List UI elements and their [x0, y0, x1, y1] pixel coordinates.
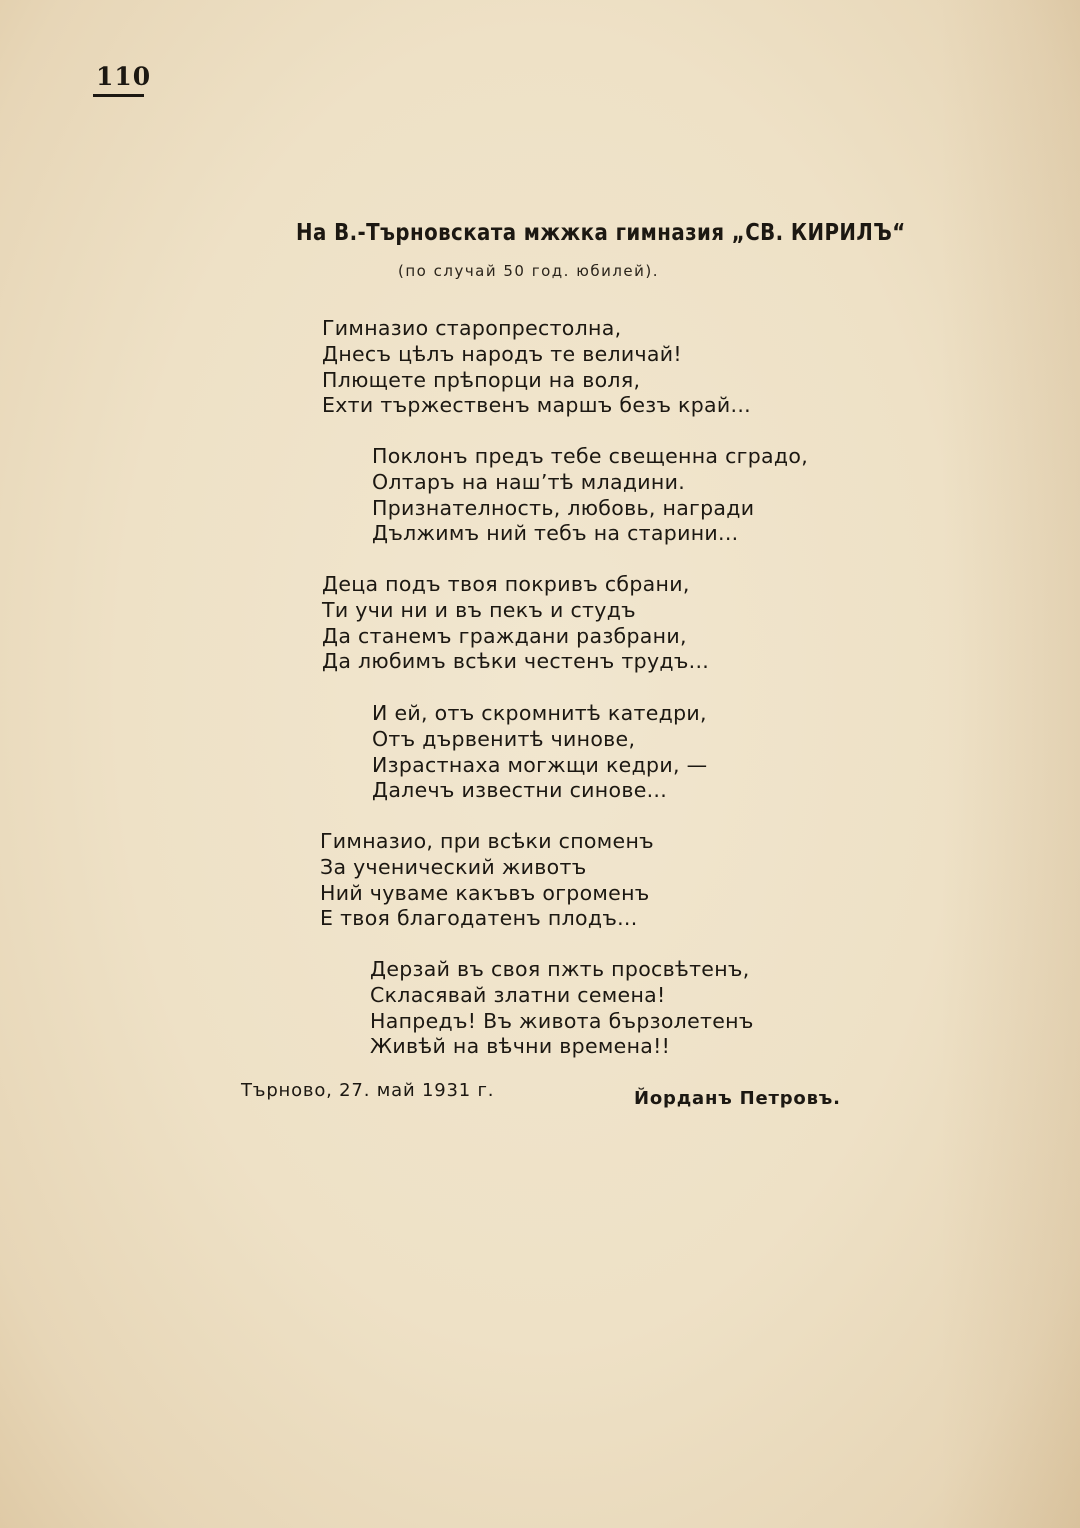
verse-line: Гимназио, при всѣки споменъ [320, 829, 654, 853]
verse-line: Деца подъ твоя покривъ сбрани, [322, 572, 690, 596]
verse-line: Скласявай златни семена! [370, 982, 666, 1007]
verse-line: Живѣй на вѣчни времена!! [370, 1034, 671, 1059]
poem-title: На В.-Търновската мжжка гимназия „СВ. КИРИЛЪ“ [296, 220, 906, 246]
verse-line: Израстнаха могжщи кедри, — [372, 752, 708, 777]
stanza-3 [322, 572, 709, 675]
place-date: Търново, 27. май 1931 г. [241, 1080, 495, 1101]
verse-line: Напредъ! Въ живота бързолетенъ [370, 1008, 754, 1033]
stanza-2 [372, 444, 808, 547]
verse-line: Дерзай въ своя пжть просвѣтенъ, [370, 957, 750, 981]
verse-line: Олтаръ на наш’тѣ младини. [372, 469, 686, 494]
verse-line: Е твоя благодатенъ плодъ... [320, 906, 638, 931]
verse-line: За ученический животъ [320, 854, 587, 879]
page-number-underline [93, 94, 144, 97]
page-number: 110 [96, 62, 152, 91]
verse-line: Плющете прѣпорци на воля, [322, 367, 641, 392]
verse-line: Дължимъ ний тебъ на старини... [372, 521, 739, 546]
stanza-4 [372, 701, 707, 804]
stanza-1 [322, 316, 751, 419]
verse-line: И ей, отъ скромнитѣ катедри, [372, 701, 707, 725]
verse-line: Ехти тържественъ маршъ безъ край... [322, 393, 751, 418]
author-signature: Йорданъ Петровъ. [634, 1088, 841, 1109]
verse-line: Ний чуваме какъвъ огроменъ [320, 880, 650, 905]
verse-line: Днесъ цѣлъ народъ те величай! [322, 341, 682, 366]
verse-line: Признателность, любовь, награди [372, 495, 755, 520]
verse-line: Да станемъ граждани разбрани, [322, 623, 687, 648]
stanza-5 [320, 829, 654, 932]
verse-line: Гимназио старопрестолна, [322, 316, 622, 340]
verse-line: Отъ дървенитѣ чинове, [372, 726, 636, 751]
verse-line: Ти учи ни и въ пекъ и студъ [322, 597, 636, 622]
verse-line: Поклонъ предъ тебе свещенна сградо, [372, 444, 809, 468]
poem-subtitle: (по случай 50 год. юбилей). [398, 262, 660, 280]
stanza-6 [370, 957, 754, 1060]
verse-line: Да любимъ всѣки честенъ трудъ... [322, 649, 710, 674]
verse-line: Далечъ известни синове... [372, 778, 668, 803]
